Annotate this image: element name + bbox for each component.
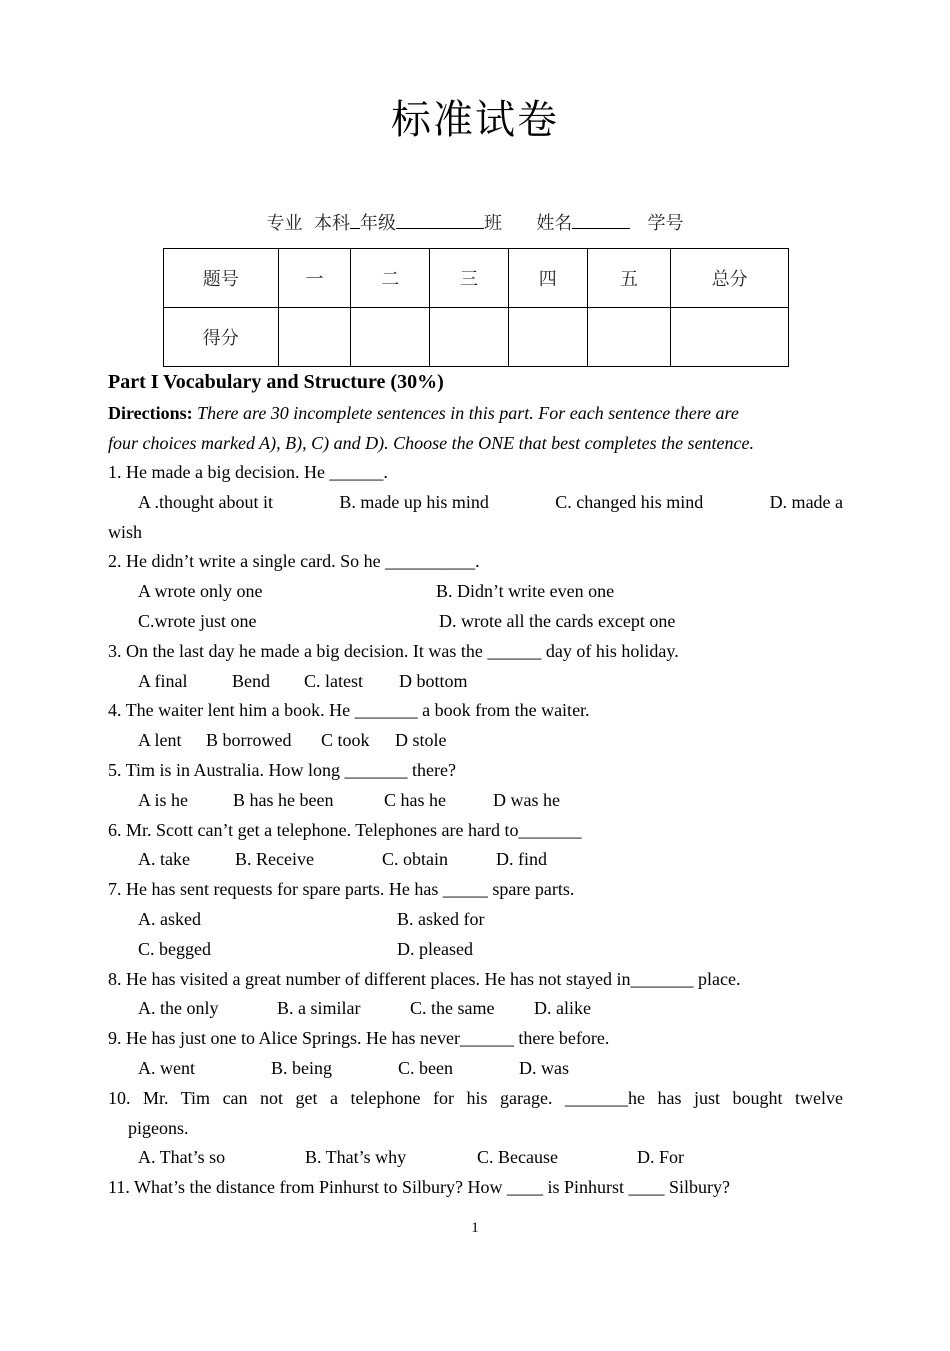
- student-id-label: 学号: [647, 213, 684, 234]
- question-options: [108, 935, 843, 965]
- grade-blank[interactable]: [396, 208, 484, 229]
- score-cell[interactable]: [430, 308, 509, 367]
- option[interactable]: D stole: [395, 730, 447, 751]
- header-cell: 题号: [164, 249, 279, 308]
- option[interactable]: B. being: [271, 1057, 332, 1078]
- grade-label: 年级: [359, 213, 396, 234]
- option[interactable]: B has he been: [233, 789, 334, 810]
- directions-text-line-1: There are 30 incomplete sentences in this part. For each sentence there are: [197, 403, 739, 423]
- level-blank[interactable]: [350, 208, 360, 229]
- question-options: [108, 667, 843, 697]
- option[interactable]: A. asked: [138, 908, 201, 929]
- option[interactable]: C took: [321, 730, 370, 751]
- header-cell: 四: [508, 249, 587, 308]
- name-blank[interactable]: [572, 208, 630, 229]
- directions-label: Directions:: [108, 403, 193, 423]
- major-label: 专业: [266, 213, 303, 234]
- option[interactable]: B. a similar: [277, 998, 361, 1019]
- option[interactable]: B. asked for: [397, 908, 485, 929]
- question-options: [108, 726, 843, 756]
- option[interactable]: C. been: [398, 1057, 453, 1078]
- score-cell[interactable]: [671, 308, 789, 367]
- score-table-score-row: [164, 308, 789, 367]
- student-info-line: [0, 208, 950, 235]
- question-options: [108, 845, 843, 875]
- question-options: [108, 488, 843, 518]
- score-cell[interactable]: [351, 308, 430, 367]
- option[interactable]: C has he: [384, 789, 446, 810]
- question-options: [108, 1054, 843, 1084]
- page-number: 1: [471, 1220, 479, 1236]
- question-options: [108, 786, 843, 816]
- question-stem: 1. He made a big decision. He ______.: [108, 462, 388, 482]
- question-stem: 6. Mr. Scott can’t get a telephone. Telephones are hard to_______: [108, 819, 582, 840]
- question-stem-continued: pigeons.: [128, 1117, 189, 1138]
- option[interactable]: B. That’s why: [305, 1147, 407, 1168]
- part-1-section: [108, 366, 843, 1203]
- question-stem: 10. Mr. Tim can not get a telephone for his garage. _______he has just bought twelve: [108, 1087, 843, 1108]
- option[interactable]: B. Receive: [235, 849, 314, 870]
- question-options: [108, 577, 843, 607]
- option[interactable]: A. the only: [138, 998, 219, 1019]
- question-stem: 3. On the last day he made a big decision. It was the ______ day of his holiday.: [108, 640, 679, 661]
- option[interactable]: C. latest: [304, 670, 363, 691]
- option[interactable]: C. begged: [138, 938, 211, 959]
- header-cell: 五: [587, 249, 671, 308]
- option[interactable]: C.wrote just one: [138, 610, 257, 631]
- score-row-label: 得分: [164, 308, 279, 367]
- option[interactable]: A wrote only one: [138, 581, 263, 602]
- directions: [108, 398, 843, 458]
- option[interactable]: B borrowed: [206, 730, 292, 751]
- name-label: 姓名: [536, 213, 573, 234]
- directions-text-line-2: four choices marked A), B), C) and D). Choose the ONE that best completes the sentence.: [108, 433, 755, 453]
- part-1-title: Part I Vocabulary and Structure (30%): [108, 371, 444, 393]
- option[interactable]: C. obtain: [382, 849, 448, 870]
- option[interactable]: D. For: [637, 1147, 685, 1168]
- option[interactable]: A .thought about it: [138, 491, 273, 512]
- question-stem: 5. Tim is in Australia. How long _______ there?: [108, 759, 456, 780]
- option[interactable]: D. made a: [769, 491, 844, 512]
- question-stem: 11. What’s the distance from Pinhurst to Silbury? How ____ is Pinhurst ____ Silbury?: [108, 1177, 730, 1198]
- option[interactable]: A. went: [138, 1057, 195, 1078]
- level-label: 本科: [313, 213, 350, 234]
- question-options: [108, 607, 843, 637]
- header-cell: 三: [430, 249, 509, 308]
- score-cell[interactable]: [508, 308, 587, 367]
- question-stem: 9. He has just one to Alice Springs. He has never______ there before.: [108, 1028, 610, 1049]
- option[interactable]: A. That’s so: [138, 1147, 226, 1168]
- header-cell: 一: [278, 249, 351, 308]
- question-options: [108, 994, 843, 1024]
- option[interactable]: D. wrote all the cards except one: [439, 610, 676, 631]
- question-options: [108, 1143, 843, 1173]
- option[interactable]: B. made up his mind: [339, 491, 489, 512]
- option[interactable]: D was he: [493, 789, 560, 810]
- option[interactable]: A. take: [138, 849, 190, 870]
- option[interactable]: C. the same: [410, 998, 495, 1019]
- option[interactable]: D bottom: [399, 670, 468, 691]
- option[interactable]: A lent: [138, 730, 182, 751]
- class-label: 班: [483, 213, 502, 234]
- question-stem: 4. The waiter lent him a book. He _______ a book from the waiter.: [108, 700, 590, 721]
- option[interactable]: C. changed his mind: [555, 491, 704, 512]
- question-stem: 2. He didn’t write a single card. So he __________.: [108, 551, 480, 572]
- option[interactable]: D. alike: [534, 998, 591, 1019]
- score-table: [163, 248, 789, 367]
- score-table-header-row: [164, 249, 789, 308]
- option[interactable]: A is he: [138, 789, 189, 810]
- option[interactable]: B. Didn’t write even one: [436, 581, 615, 602]
- header-cell: 总分: [671, 249, 789, 308]
- option[interactable]: D. was: [519, 1057, 569, 1078]
- option-wrap-text: wish: [108, 521, 143, 542]
- question-options: [108, 905, 843, 935]
- option[interactable]: Bend: [232, 670, 270, 691]
- header-cell: 二: [351, 249, 430, 308]
- score-cell[interactable]: [587, 308, 671, 367]
- option[interactable]: A final: [138, 670, 188, 691]
- question-stem: 7. He has sent requests for spare parts. He has _____ spare parts.: [108, 879, 575, 900]
- question-stem: 8. He has visited a great number of different places. He has not stayed in_______ place.: [108, 968, 741, 989]
- option[interactable]: D. pleased: [397, 938, 473, 959]
- score-cell[interactable]: [278, 308, 351, 367]
- option[interactable]: C. Because: [477, 1147, 558, 1168]
- page-title: 标准试卷: [391, 97, 559, 143]
- option[interactable]: D. find: [496, 849, 547, 870]
